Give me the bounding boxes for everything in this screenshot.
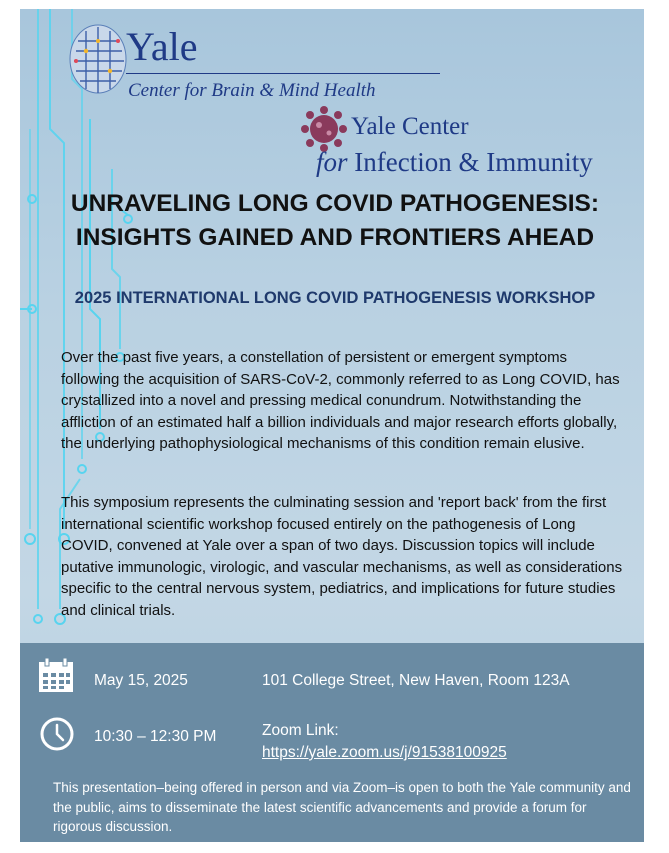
event-flyer xyxy=(20,9,644,842)
event-location: 101 College Street, New Haven, Room 123A xyxy=(262,672,570,689)
event-time: 10:30 – 12:30 PM xyxy=(94,728,217,745)
calendar-icon xyxy=(38,657,74,693)
infection-center-line1: Yale Center xyxy=(351,113,469,140)
title-line-1: UNRAVELING LONG COVID PATHOGENESIS: xyxy=(70,190,600,217)
zoom-link[interactable]: https://yale.zoom.us/j/91538100925 xyxy=(262,744,507,761)
event-date: May 15, 2025 xyxy=(94,672,188,689)
workshop-subtitle: 2025 INTERNATIONAL LONG COVID PATHOGENESIS WORKSHOP xyxy=(74,289,596,307)
infection-immunity-words: Infection & Immunity xyxy=(354,147,593,177)
attendance-note: This presentation–being offered in person and via Zoom–is open to both the Yale community and the public, aims to disseminate the latest scientific advancements and provide a forum for rigorous discussion. xyxy=(53,780,631,834)
virus-icon xyxy=(298,105,350,153)
clock-icon xyxy=(40,717,74,751)
title-line-2: INSIGHTS GAINED AND FRONTIERS AHEAD xyxy=(75,224,595,251)
event-details-footer xyxy=(20,643,644,842)
intro-paragraph: Over the past five years, a constellation of persistent or emergent symptoms following the acquisition of SARS-CoV-2, commonly referred to as Long COVID, has crystallized into a novel and pressing medical conundrum. Notwithstanding the affliction of an estimated half a billion individuals and major research efforts globally, the underlying pathophysiological mechanisms of this condition remain elusive. xyxy=(61,349,620,452)
yale-wordmark: Yale xyxy=(126,24,198,69)
yale-center-name: Center for Brain & Mind Health xyxy=(128,80,376,101)
brain-circuit-icon xyxy=(68,21,130,99)
zoom-label: Zoom Link: xyxy=(262,722,339,739)
infection-for-word: for xyxy=(316,147,348,177)
infection-center-line2 xyxy=(316,147,593,178)
logo-rule xyxy=(126,73,440,74)
symposium-paragraph: This symposium represents the culminating session and 'report back' from the first international scientific workshop focused entirely on the pathogenesis of Long COVID, convened at Yale over a span of two days. Discussion topics will include putative immunologic, virologic, and vascular mechanisms, as well as considerations specific to the central nervous system, pediatrics, and implications for future studies and clinical trials. xyxy=(61,494,623,619)
yale-infection-immunity-logo xyxy=(298,101,628,191)
event-title xyxy=(40,187,630,255)
yale-brain-mind-logo xyxy=(68,21,398,111)
